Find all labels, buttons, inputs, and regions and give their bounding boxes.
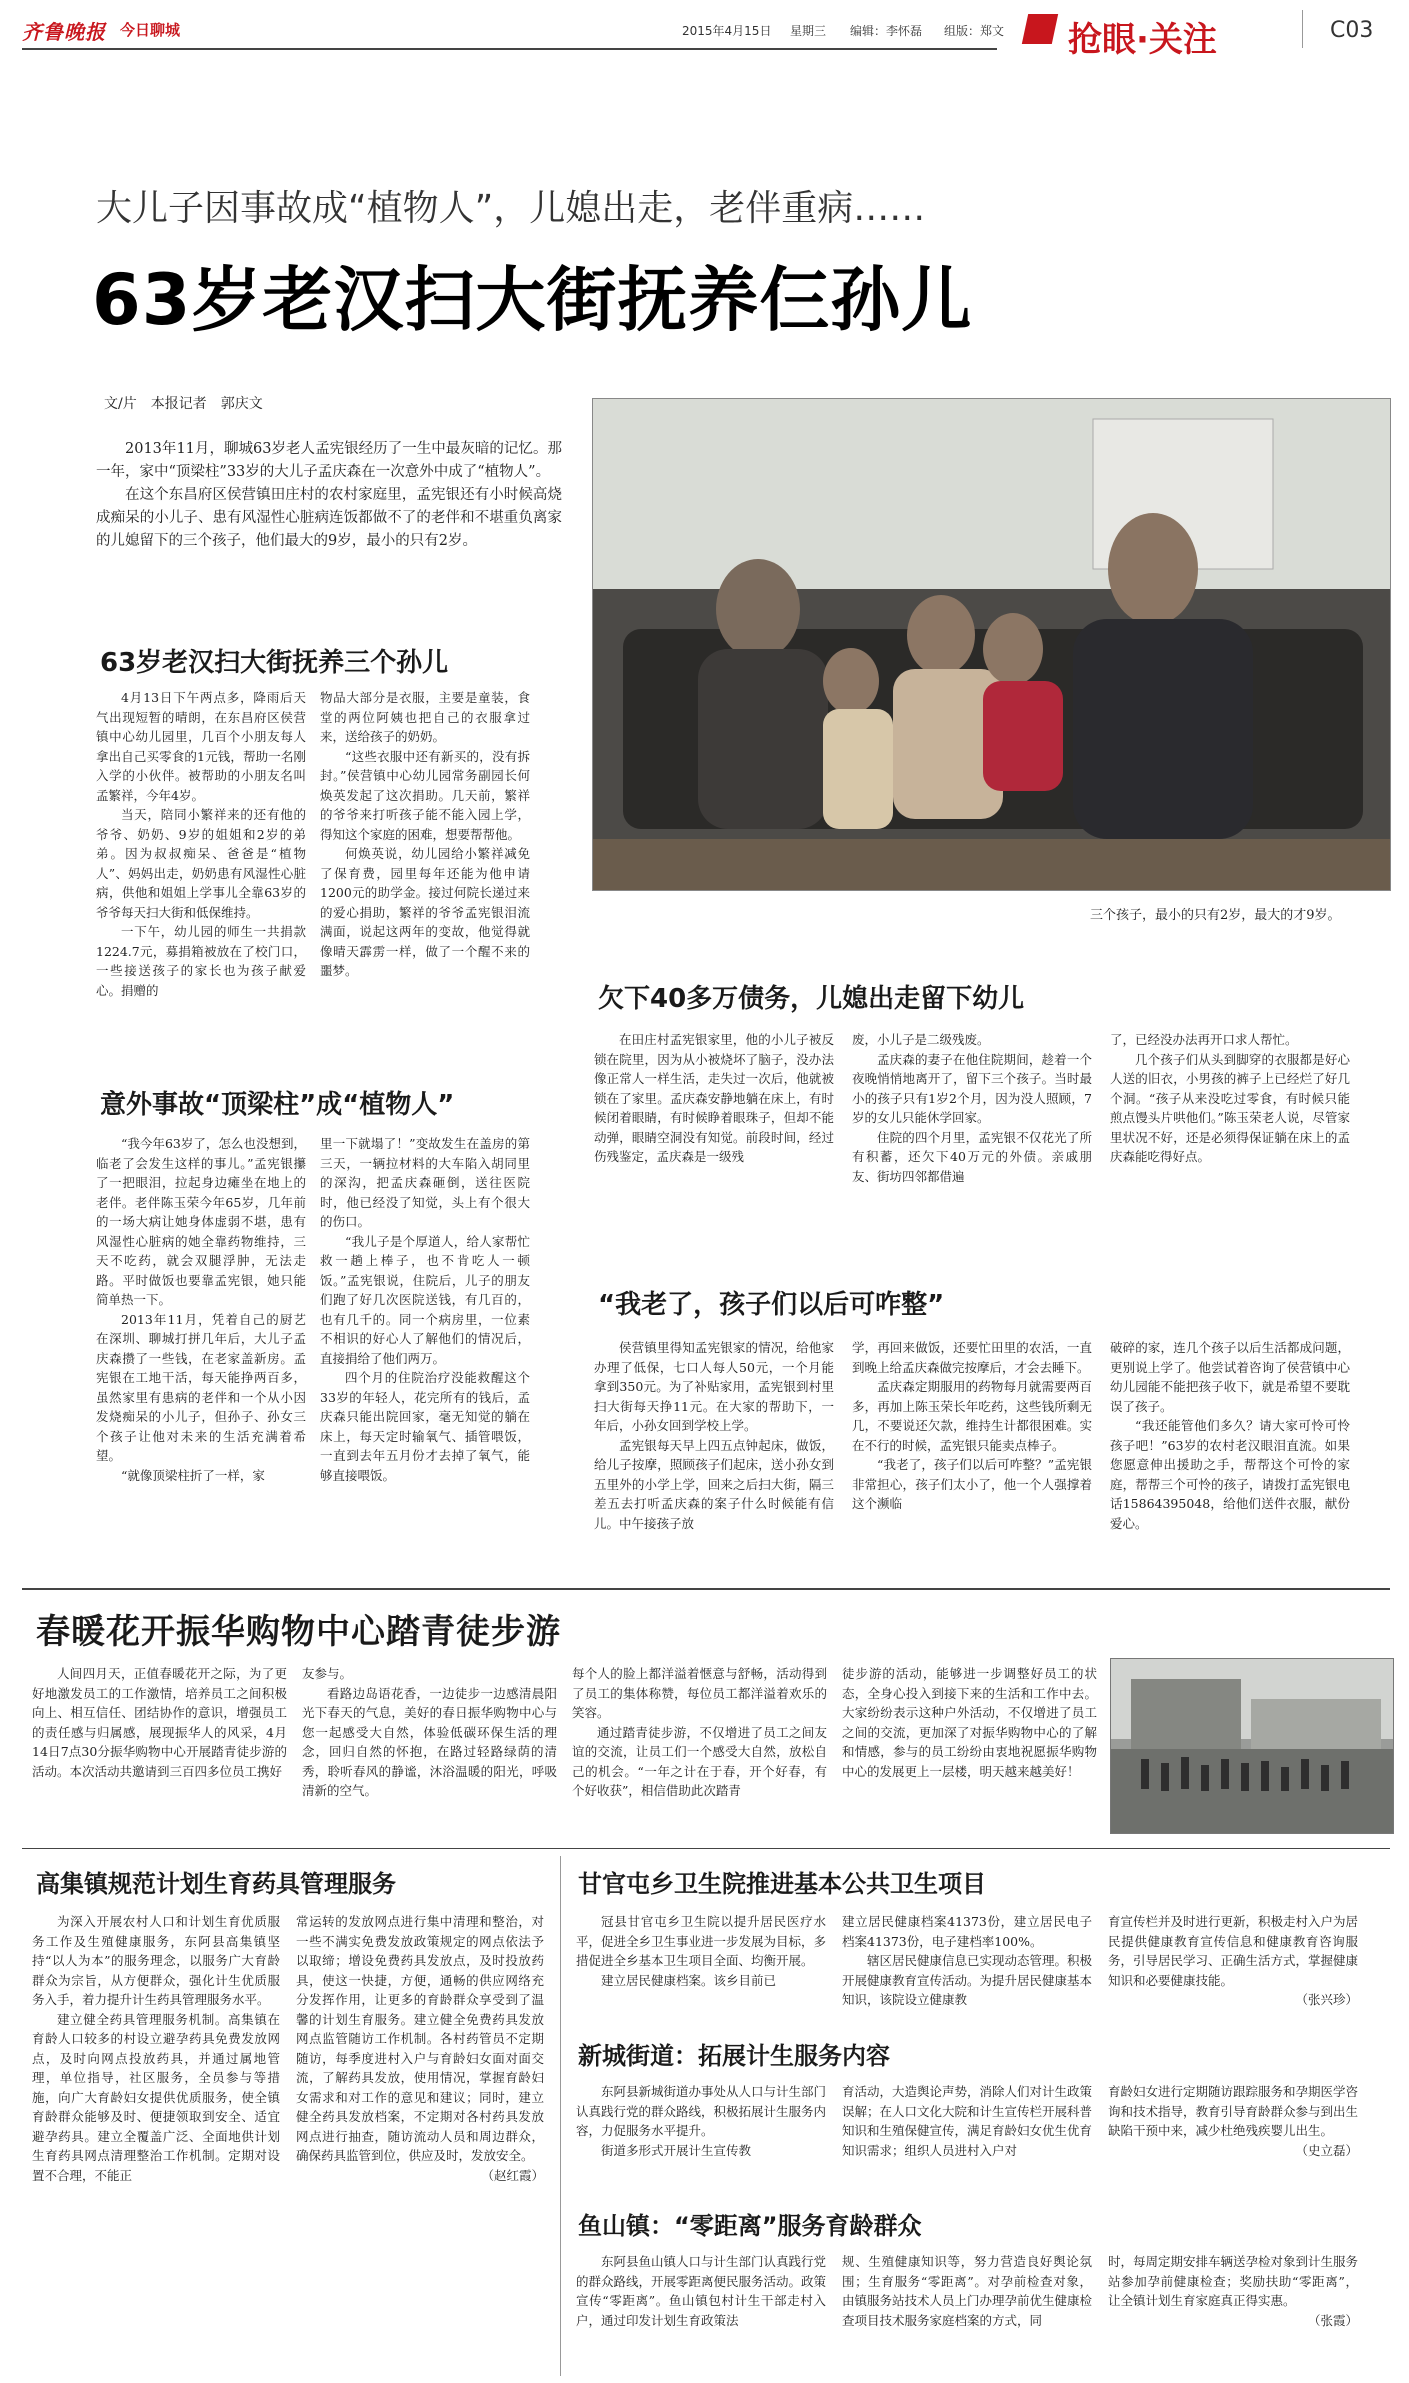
paragraph: 建立健全药具管理服务机制。高集镇在育龄人口较多的村设立避孕药具免费发放网点，及时向网点投放药具，并通过属地管理，单位指导，社区服务，全员参与等措施，向广大育龄妇女提供优质服务，使全镇育龄群众能够及时、便捷领取到安全、适宜避孕药具。建立全覆盖广泛、全面地供计划生育药具网点清理整治工作机制。定期对设置不合理，不能正 [32,2011,280,2183]
paragraph: 育宣传栏并及时进行更新，积极走村入户为居民提供健康教育宣传信息和健康教育咨询服务，引导居民学习、正确生活方式，掌握健康知识和必要健康技能。 [1108,1914,1359,1988]
paragraph: 建立居民健康档案41373份，建立居民电子档案41373份，电子建档率100%。 [842,1914,1092,1949]
paragraph: 孟宪银每天早上四五点钟起床，做饭，给儿子按摩，照顾孩子们起床，送小孙女到五里外的小学上学，回来之后扫大街，隔三差五去打听孟庆森的案子什么时候能有信儿。中午接孩子放 [594,1437,834,1531]
paragraph: 了，已经没办法再开口求人帮忙。 [1110,1032,1298,1047]
section-body-col [852,1030,1092,1186]
section-title-accident: 意外事故“顶梁柱”成“植物人” [100,1090,455,1120]
paragraph: 一下午，幼儿园的师生一共捐款1224.7元，募捐箱被放在了校门口，一些接送孩子的家长也为孩子献爱心。捐赠的 [96,924,306,998]
family-photo [592,398,1391,891]
kicker: 大儿子因事故成“植物人”，儿媳出走，老伴重病…… [96,188,926,229]
section-body-col [1110,1030,1350,1167]
paragraph: 东阿县鱼山镇人口与计生部门认真践行党的群众路线，开展零距离便民服务活动。政策宣传“零距离”。鱼山镇包村计生干部走村入户，通过印发计划生育政策法 [576,2254,827,2328]
lead [96,438,562,553]
page-number: C03 [1330,18,1374,43]
paragraph: 4月13日下午两点多，降雨后天气出现短暂的晴朗，在东昌府区侯营镇中心幼儿园里，几百个小朋友每人拿出自己买零食的1元钱，帮助一名刚入学的小伙伴。被帮助的小朋友名叫孟繁祥，今年4岁。 [96,690,306,803]
paragraph: 街道多形式开展计生宣传教 [601,2142,752,2158]
paragraph: 建立居民健康档案。该乡目前已 [601,1972,777,1988]
brief-col [296,1912,544,2185]
brief-title: 甘官屯乡卫生院推进基本公共卫生项目 [578,1870,986,1898]
column-divider [560,1856,561,2376]
paragraph: 里一下就塌了！”变故发生在盖房的第三天，一辆拉材料的大车陷入胡同里的深沟，把孟庆森砸倒，送往医院时，他已经没了知觉，头上有个很大的伤口。 [320,1136,530,1229]
section-body-col [852,1338,1092,1514]
section-title-debt: 欠下40多万债务，儿媳出走留下幼儿 [598,984,1025,1014]
paragraph: 几个孩子们从头到脚穿的衣服都是好心人送的旧衣，小男孩的裤子上已经烂了好几个洞。“孩子从来没吃过零食，有时候只能煎点馒头片哄他们。”陈玉荣老人说，尽管家里状况不好，还是必须得保证躺在床上的孟庆森能吃得好点。 [1110,1051,1350,1164]
paragraph: 学，再回来做饭，还要忙田里的农活，一直到晚上给孟庆森做完按摩后，才会去睡下。 [852,1340,1092,1375]
paragraph: 孟庆森定期服用的药物每月就需要两百多，再加上陈玉荣长年吃药，这些钱所剩无几，不要说还欠款，维持生计都很困难。实在不行的时候，孟宪银只能卖点棒子。 [852,1379,1092,1453]
author-signature: （张霞） [1307,2312,1358,2328]
headline: 63岁老汉扫大街抚养仨孙儿 [92,259,973,341]
author-signature: （赵红霞） [481,2167,544,2183]
paragraph: 四个月的住院治疗没能救醒这个33岁的年轻人，花完所有的钱后，孟庆森只能出院回家，毫无知觉的躺在床上，每天定时输氧气、插管喂饭，一直到去年五月份才去掉了氧气，能够直接喂饭。 [320,1370,530,1483]
ad-headline: 春暖花开振华购物中心踏青徒步游 [36,1612,561,1652]
paragraph: 规、生殖健康知识等，努力营造良好舆论氛围；生育服务“零距离”。对孕前检查对象，由镇服务站技术人员上门办理孕前优生健康检查项目技术服务家庭档案的方式，同 [842,2254,1093,2328]
paragraph: “我儿子是个厚道人，给人家帮忙救一趟上棒子，也不肯吃人一顿饭。”孟宪银说，住院后，儿子的朋友们跑了好几次医院送钱，有几百的，也有几千的。同一个病房里，一位素不相识的好心人了解他们的情况后，直接捐给了他们两万。 [320,1233,530,1366]
section-body-col [96,688,306,1000]
hiking-photo [1110,1658,1394,1834]
section-logo-icon [1022,14,1058,44]
paragraph: “我今年63岁了，怎么也没想到，临老了会发生这样的事儿。”孟宪银攥了一把眼泪，拉起身边瘫坐在地上的老伴。老伴陈玉荣今年65岁，几年前的一场大病让她身体虚弱不堪，患有风湿性心脏病的她全靠药物维持，三天不吃药，就会双腿浮肿，无法走路。平时做饭也要靠孟宪银，她只能简单热一下。 [96,1136,306,1307]
paragraph: 育龄妇女进行定期随访跟踪服务和孕期医学咨询和技术指导，教育引导育龄群众参与到出生缺陷干预中来，减少杜绝残疾婴儿出生。 [1108,2084,1359,2138]
masthead [22,14,1390,60]
brief-col [576,2082,826,2160]
paragraph: 物品大部分是衣服，主要是童装，食堂的两位阿姨也把自己的衣服拿过来，送给孩子的奶奶。 [320,690,530,744]
issue-weekday: 星期三 [790,24,827,38]
section-title-grandpa: 63岁老汉扫大街抚养三个孙儿 [100,648,449,678]
section-body-col [96,1134,306,1485]
header-rule [22,48,997,50]
paragraph: 人间四月天，正值春暖花开之际，为了更好地激发员工的工作激情，培养员工之间积极向上、相互信任、团结协作的意识，增强员工的责任感与归属感，展现振华人的风采，4月14日7点30分振华购物中心开展踏青徒步游的活动。本次活动共邀请到三百四多位员工携好 [32,1666,287,1779]
paragraph: 孟庆森的妻子在他住院期间，趁着一个夜晚悄悄地离开了，留下三个孩子。当时最小的孩子只有1岁2个月，因为没人照顾，7岁的女儿只能休学回家。 [852,1051,1092,1125]
paragraph: 2013年11月，凭着自己的厨艺在深圳、聊城打拼几年后，大儿子孟庆森攒了一些钱，在老家盖新房。孟宪银在工地干活，每天能挣两百多，虽然家里有患病的老伴和一个从小因发烧痴呆的小儿子，但孙子、孙女三个孩子让他对未来的生活充满着希望。 [96,1311,306,1463]
paragraph: 冠县甘官屯乡卫生院以提升居民医疗水平，促进全乡卫生事业进一步发展为目标，多措促进全乡基本卫生项目全面、均衡开展。 [576,1914,827,1968]
paragraph: 看路边岛语花香，一边徒步一边感清晨阳光下春天的气息，美好的春日振华购物中心与您一起感受大自然，体验低碳环保生活的理念，回归自然的怀抱，在路过轻路绿荫的清秀，聆听春风的静谧，沐浴温暖的阳光，呼吸清新的空气。 [302,1685,557,1798]
brief-col [842,1912,1092,2010]
brief-col [1108,2252,1358,2330]
brief-col [1108,1912,1358,2010]
paragraph: 住院的四个月里，孟宪银不仅花光了所有积蓄，还欠下40万元的外债。亲戚朋友、街坊四邻都借遍 [852,1129,1092,1184]
brief-col [576,2252,826,2330]
photo-illustration [593,399,1390,890]
paragraph: 徒步游的活动，能够进一步调整好员工的状态，全身心投入到接下来的生活和工作中去。大家纷纷表示这种户外活动，不仅增进了员工之间的交流，更加深了对振华购物中心的了解和情感，参与的员工纷纷由衷地祝愿振华购物中心的发展更上一层楼，明天越来越美好！ [842,1666,1097,1779]
section-divider [22,1848,1390,1849]
paragraph: “这些衣服中还有新买的，没有拆封。”侯营镇中心幼儿园常务副园长何焕英发起了这次捐助。几天前，繁祥的爷爷来打听孩子能不能入园上学，得知这个家庭的困难，想要帮帮他。 [320,748,530,842]
paragraph: 在田庄村孟宪银家里，他的小儿子被反锁在院里，因为从小被烧坏了脑子，没办法像正常人一样生活，走失过一次后，他就被锁在了家里。孟庆森安静地躺在床上，有时候闭着眼睛，有时候睁着眼珠子，但却不能动弹，眼睛空洞没有知觉。前段时间，经过伤残鉴定，孟庆森是一级残 [594,1032,834,1164]
brief-col [1108,2082,1358,2160]
paragraph: “我老了，孩子们以后可咋整？”孟宪银非常担心，孩子们太小了，他一个人强撑着这个濒临 [852,1457,1092,1511]
brief-col [32,1912,280,2185]
lead-paragraph: 在这个东昌府区侯营镇田庄村的农村家庭里，孟宪银还有小时候高烧成痴呆的小儿子、患有风湿性心脏病连饭都做不了的老伴和不堪重负离家的儿媳留下的三个孩子，他们最大的9岁，最小的只有2岁。 [96,487,562,549]
brief-title: 高集镇规范计划生育药具管理服务 [36,1870,396,1898]
ad-col [32,1664,287,1781]
ad-col [842,1664,1097,1781]
section-title-text: 抢眼·关注 [1068,20,1217,60]
section-title-future: “我老了，孩子们以后可咋整” [598,1290,945,1320]
paragraph: “就像顶梁柱折了一样，家 [121,1467,265,1483]
author-signature: （史立磊） [1295,2142,1358,2158]
photo-caption: 三个孩子，最小的只有2岁，最大的才9岁。 [1090,908,1341,923]
photo-illustration [1111,1659,1393,1833]
section-body-col [320,1134,530,1485]
newspaper-logo: 齐鲁晚报 [22,20,106,44]
paragraph: 通过踏青徒步游，不仅增进了员工之间友谊的交流，让员工们一个感受大自然，放松自己的机会。“一年之计在于春，开个好春，有个好收获”，相信借助此次踏青 [572,1724,827,1798]
section-body-col [320,688,530,981]
ad-col [572,1664,827,1801]
edition-label: 今日聊城 [120,21,181,39]
paragraph: 常运转的发放网点进行集中清理和整治，对一些不满实免费发放政策规定的网点依法予以取缔；增设免费药具发放点，及时投放药具，使这一快捷，方便，通畅的供应网络充分发挥作用，让更多的育龄群众享受到了温馨的计划生育服务。建立健全免费药具发放网点监管随访工作机制。各村药管员不定期随访，每季度进村入户与育龄妇女面对面交流，了解药具发放，使用情况，掌握育龄妇女需求和对工作的意见和建议；同时，建立健全药具发放档案，不定期对各村药具发放网点进行抽查，随访流动人员和周边群众，确保药具监管到位，供应及时，发放安全。 [296,1914,544,2163]
paragraph: 辖区居民健康信息已实现动态管理。积极开展健康教育宣传活动。为提升居民健康基本知识，该院设立健康教 [842,1953,1093,2007]
brief-col [842,2082,1092,2160]
paragraph: 东阿县新城街道办事处从人口与计生部门认真践行党的群众路线，积极拓展计生服务内容，力促服务水平提升。 [576,2084,827,2138]
section-body-col [1110,1338,1350,1533]
brief-col [576,1912,826,1990]
paragraph: 育活动，大造舆论声势，消除人们对计生政策误解；在人口文化大院和计生宣传栏开展科普知识和生殖保健宣传，满足育龄妇女优生优育知识需求；组织人员进村入户对 [842,2084,1093,2158]
paragraph: 为深入开展农村人口和计划生育优质服务工作及生殖健康服务，东阿县高集镇坚持“以人为本”的服务理念，以服务广大育龄群众为宗旨，从方便群众，强化计生优质服务入手，着力提升计生药具管理服务水平。 [32,1914,280,2007]
layout-credit: 组版：郑文 [944,24,1005,38]
brief-title: 新城街道：拓展计生服务内容 [578,2042,890,2070]
issue-date: 2015年4月15日 [682,24,772,38]
author-signature: （张兴珍） [1295,1992,1358,2007]
paragraph: 何焕英说，幼儿园给小繁祥减免了保育费，园里每年还能为他申请1200元的助学金。接过何院长递过来的爱心捐助，繁祥的爷爷孟宪银泪流满面，说起这两年的变故，他觉得就像晴天霹雳一样，做了一个醒不来的噩梦。 [320,846,530,978]
section-body-col [594,1030,834,1167]
lead-paragraph: 2013年11月，聊城63岁老人孟宪银经历了一生中最灰暗的记忆。那一年，家中“顶梁柱”33岁的大儿子孟庆森在一次意外中成了“植物人”。 [96,441,562,480]
paragraph: 破碎的家，连几个孩子以后生活都成问题，更别说上学了。他尝试着咨询了侯营镇中心幼儿园能不能把孩子收下，就是希望不要耽误了孩子。 [1110,1340,1350,1414]
header-divider [1302,10,1303,48]
section-title [1068,12,1217,61]
section-divider [22,1588,1390,1590]
paragraph: 友参与。 [302,1666,353,1681]
brief-col [842,2252,1092,2330]
paragraph: 时，每周定期安排车辆送孕检对象到计生服务站参加孕前健康检查；奖励扶助“零距离”，让全镇计划生育家庭真正得实惠。 [1108,2254,1359,2308]
ad-col [302,1664,557,1801]
paragraph: 侯营镇里得知孟宪银家的情况，给他家办理了低保，七口人每人50元，一个月能拿到350元。为了补贴家用，孟宪银到村里扫大街每天挣11元。在大家的帮助下，一年后，小孙女回到学校上学。 [594,1340,834,1433]
byline: 文/片 本报记者 郭庆文 [104,396,263,412]
paragraph: 每个人的脸上都洋溢着惬意与舒畅，活动得到了员工的集体称赞，每位员工都洋溢着欢乐的笑容。 [572,1666,827,1720]
section-body-col [594,1338,834,1533]
editor-credit: 编辑：李怀磊 [850,24,923,38]
paragraph: “我还能管他们多久？请大家可怜可怜孩子吧！”63岁的农村老汉眼泪直流。如果您愿意伸出援助之手，帮帮这个可怜的家庭，帮帮三个可怜的孩子，请拨打孟宪银电话15864395048，给他们送件衣服，献份爱心。 [1110,1418,1350,1531]
paragraph: 废，小儿子是二级残废。 [852,1032,990,1047]
brief-title: 鱼山镇：“零距离”服务育龄群众 [578,2212,922,2240]
paragraph: 当天，陪同小繁祥来的还有他的爷爷、奶奶、9岁的姐姐和2岁的弟弟。因为叔叔痴呆、爸爸是“植物人”、妈妈出走，奶奶患有风湿性心脏病，供他和姐姐上学事儿全靠63岁的爷爷每天扫大街和低保维持。 [96,807,306,920]
